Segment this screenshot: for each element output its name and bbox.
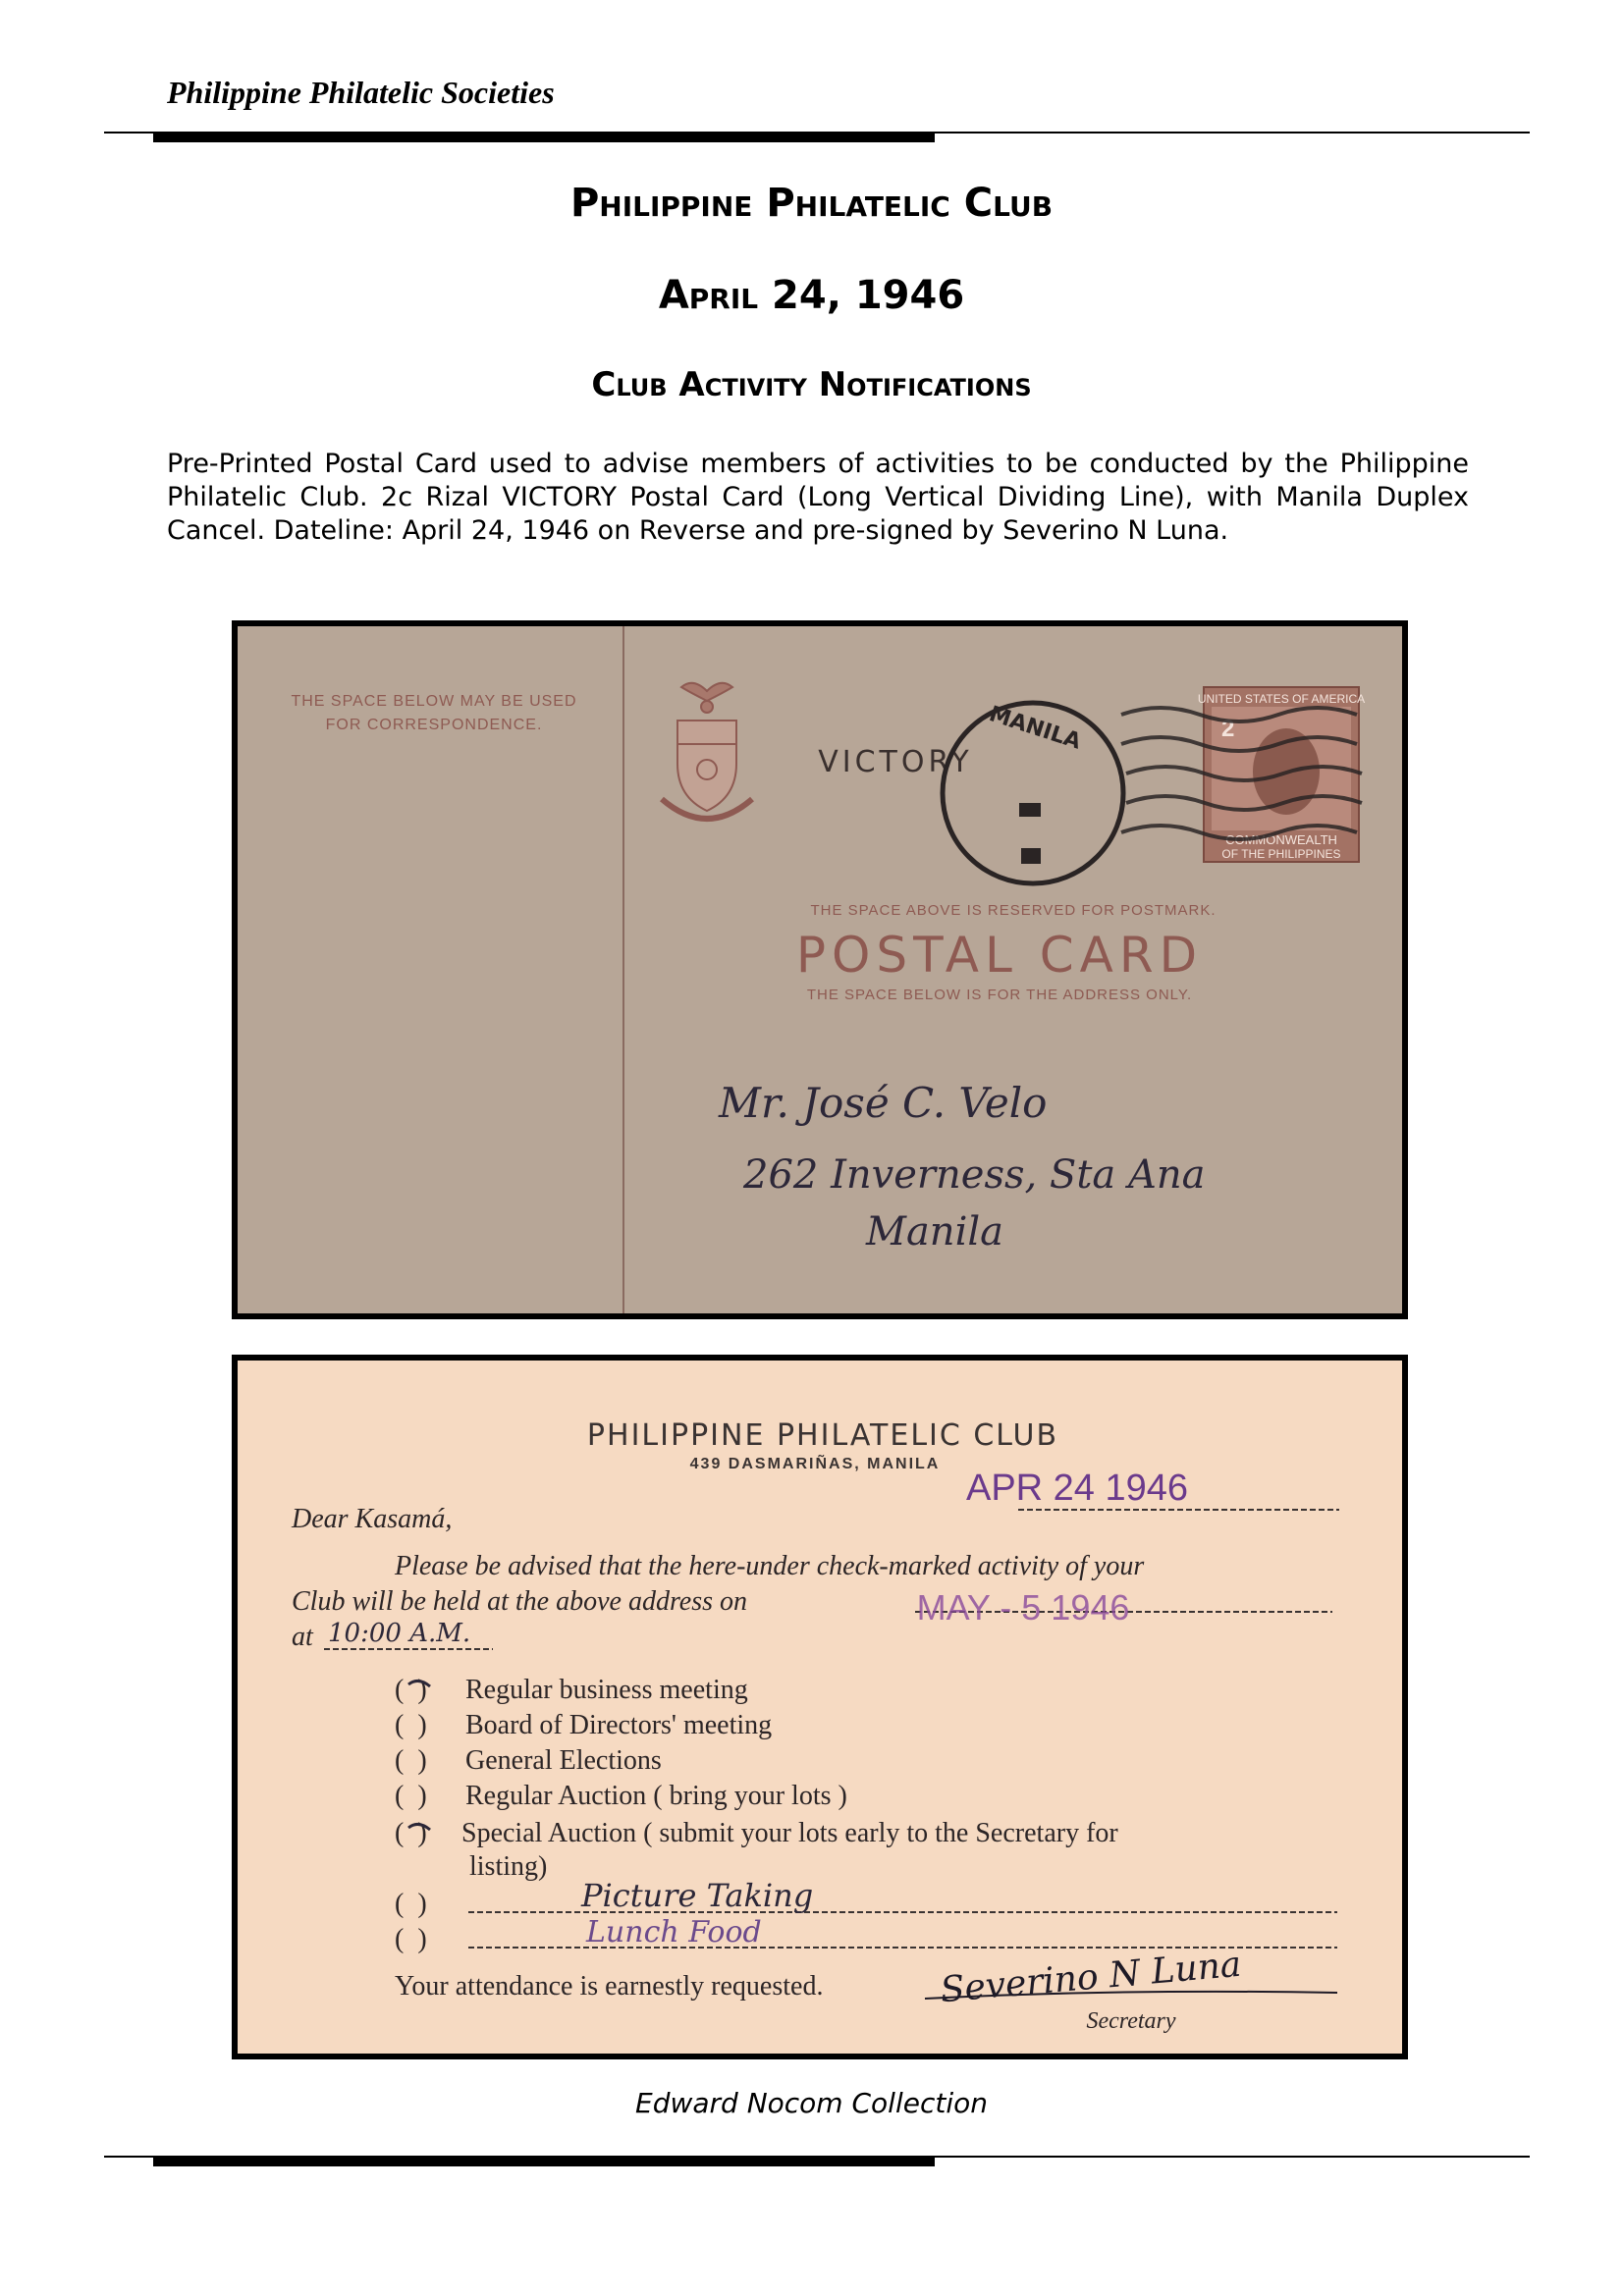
postal-card-reverse [232, 1355, 1408, 2059]
other-activity-2: Lunch Food [586, 1915, 762, 1949]
activity-5-label: Special Auction ( submit your lots early to the Secretary for [461, 1818, 1118, 1848]
postal-card-title: POSTAL CARD [795, 927, 1204, 984]
coat-of-arms-icon [662, 683, 752, 819]
club-name: PHILIPPINE PHILATELIC CLUB [586, 1418, 1059, 1453]
footer-rule-thick [153, 2157, 935, 2166]
meeting-date-stamp: MAY - 5 1946 [916, 1587, 1130, 1628]
page-header-title: Philippine Philatelic Societies [167, 75, 555, 110]
cancel-city: MANILA [986, 702, 1084, 755]
secretary-label: Secretary [1086, 2008, 1176, 2034]
postal-card-front-drawing [238, 626, 1402, 1313]
stamp-bottom-text-1: COMMONWEALTH [1225, 832, 1337, 847]
dateline-stamp: APR 24 1946 [965, 1468, 1189, 1509]
secretary-signature: Severino N Luna [939, 1944, 1243, 2011]
club-heading: Philippine Philatelic Club [569, 181, 1054, 226]
postal-card-reverse-drawing [238, 1361, 1402, 2054]
address-line-3: Manila [866, 1209, 1003, 1255]
activity-2-label: Board of Directors' meeting [465, 1710, 773, 1740]
stamp-top-text: UNITED STATES OF AMERICA [1197, 692, 1366, 706]
activity-continuation: listing) [469, 1851, 548, 1882]
address-line-1: Mr. José C. Velo [719, 1079, 1048, 1127]
victory-overprint: VICTORY [818, 745, 973, 779]
activity-3-checkbox: ( ) [395, 1745, 427, 1776]
salutation: Dear Kasamá, [292, 1504, 453, 1534]
intro-paragraph: Pre-Printed Postal Card used to advise members of activities to be conducted by the Philippine Philatelic Club. 2c Rizal VICTORY Postal Card (Long Vertical Dividing Line), with Manila Duplex Cancel. Dateline: April 24, 1946 on Reverse and pre-signed by Severino N Luna. [167, 449, 1469, 546]
other-2-checkbox: ( ) [395, 1924, 427, 1954]
other-1-checkbox: ( ) [395, 1889, 427, 1919]
activity-1-checkbox: ( ) [395, 1675, 427, 1705]
body-line-2: Club will be held at the above address on [292, 1586, 748, 1617]
activity-4-label: Regular Auction ( bring your lots ) [465, 1781, 847, 1811]
subject-heading: Club Activity Notifications [591, 365, 1032, 404]
date-heading: April 24, 1946 [658, 273, 965, 318]
collection-caption: Edward Nocom Collection [635, 2087, 988, 2119]
body-line-1: Please be advised that the here-under check-marked activity of your [395, 1551, 1145, 1581]
other-activity-1: Picture Taking [581, 1877, 814, 1914]
address-note: THE SPACE BELOW IS FOR THE ADDRESS ONLY. [806, 987, 1193, 1003]
activity-1-label: Regular business meeting [465, 1675, 748, 1705]
stamp-bottom-text-2: OF THE PHILIPPINES [1221, 847, 1341, 861]
activity-2-checkbox: ( ) [395, 1710, 427, 1740]
at-label: at [292, 1622, 313, 1652]
header-rule-thick [153, 133, 935, 142]
activity-4-checkbox: ( ) [395, 1781, 427, 1811]
correspondence-note-2: FOR CORRESPONDENCE. [325, 717, 543, 733]
stamp-denomination: 2 [1221, 716, 1235, 742]
closing-line: Your attendance is earnestly requested. [395, 1971, 824, 2002]
postal-card-front [232, 620, 1408, 1319]
activity-5-checkbox: ( ) [395, 1818, 427, 1848]
postmark-note: THE SPACE ABOVE IS RESERVED FOR POSTMARK. [810, 902, 1217, 919]
address-line-2: 262 Inverness, Sta Ana [743, 1152, 1206, 1198]
meeting-time: 10:00 A.M. [328, 1619, 471, 1648]
correspondence-note-1: THE SPACE BELOW MAY BE USED [291, 693, 577, 710]
activity-3-label: General Elections [465, 1745, 662, 1776]
club-address: 439 DASMARIÑAS, MANILA [689, 1456, 941, 1472]
